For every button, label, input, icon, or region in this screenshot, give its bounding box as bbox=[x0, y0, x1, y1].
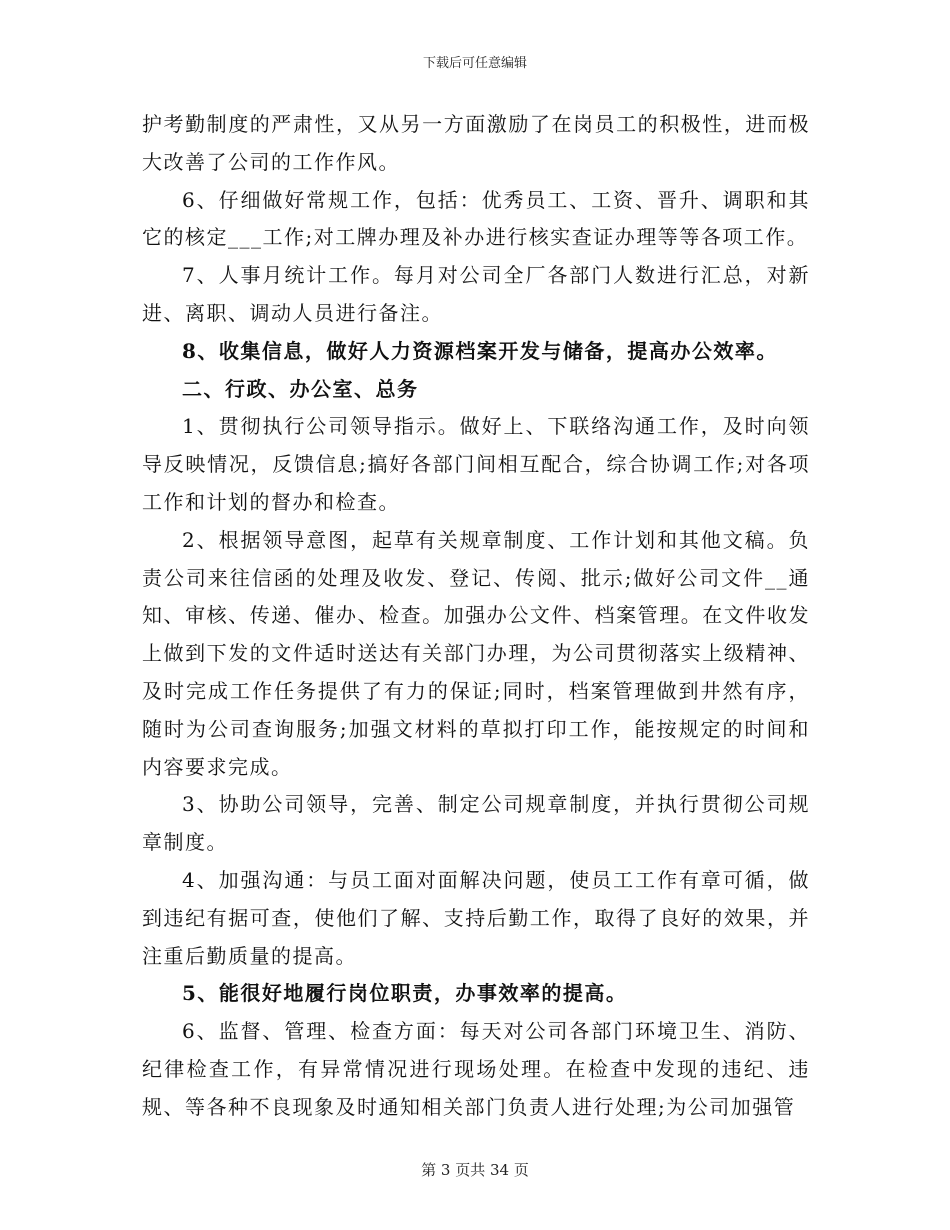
paragraph-4-bold: 8、收集信息，做好人力资源档案开发与储备，提高办公效率。 bbox=[182, 338, 778, 363]
paragraph-7: 2、根据领导意图，起草有关规章制度、工作计划和其他文稿。负责公司来往信函的处理及收发、登记、传阅、批示;做好公司文件__通知、审核、传递、催办、检查。加强办公文件、档案管理。在文件收发上做到下发的文件适时送达有关部门办理，为公司贯彻落实上级精神、及时完成工作任务提供了有力的保证;同时，档案管理做到井然有序，随时为公司查询服务;加强文材料的草拟打印工作，能按规定的时间和内容要求完成。 bbox=[142, 527, 810, 779]
page-header: 下载后可任意编辑 bbox=[422, 56, 527, 71]
paragraph-1: 护考勤制度的严肃性，又从另一方面激励了在岗员工的积极性，进而极大改善了公司的工作作风。 bbox=[142, 112, 810, 174]
paragraph-6: 1、贯彻执行公司领导指示。做好上、下联络沟通工作，及时向领导反映情况，反馈信息;搞好各部门间相互配合，综合协调工作;对各项工作和计划的督办和检查。 bbox=[142, 414, 810, 514]
paragraph-8: 3、协助公司领导，完善、制定公司规章制度，并执行贯彻公司规章制度。 bbox=[142, 792, 810, 855]
paragraph-2: 6、仔细做好常规工作，包括：优秀员工、工资、晋升、调职和其它的核定___工作;对工牌办理及补办进行核实查证办理等等各项工作。 bbox=[142, 187, 810, 250]
section-heading: 二、行政、办公室、总务 bbox=[182, 376, 419, 401]
page-footer: 第 3 页共 34 页 bbox=[421, 1161, 529, 1179]
paragraph-11: 6、监督、管理、检查方面：每天对公司各部门环境卫生、消防、纪律检查工作，有异常情况进行现场处理。在检查中发现的违纪、违规、等各种不良现象及时通知相关部门负责人进行处理;为公司加强管 bbox=[142, 1019, 810, 1119]
paragraph-10-bold: 5、能很好地履行岗位职责，办事效率的提高。 bbox=[182, 981, 628, 1006]
paragraph-3: 7、人事月统计工作。每月对公司全厂各部门人数进行汇总，对新进、离职、调动人员进行备注。 bbox=[142, 263, 810, 325]
document-body bbox=[142, 106, 810, 1127]
paragraph-9: 4、加强沟通：与员工面对面解决问题，使员工工作有章可循，做到违纪有据可查，使他们了解、支持后勤工作，取得了良好的效果，并注重后勤质量的提高。 bbox=[142, 867, 810, 968]
